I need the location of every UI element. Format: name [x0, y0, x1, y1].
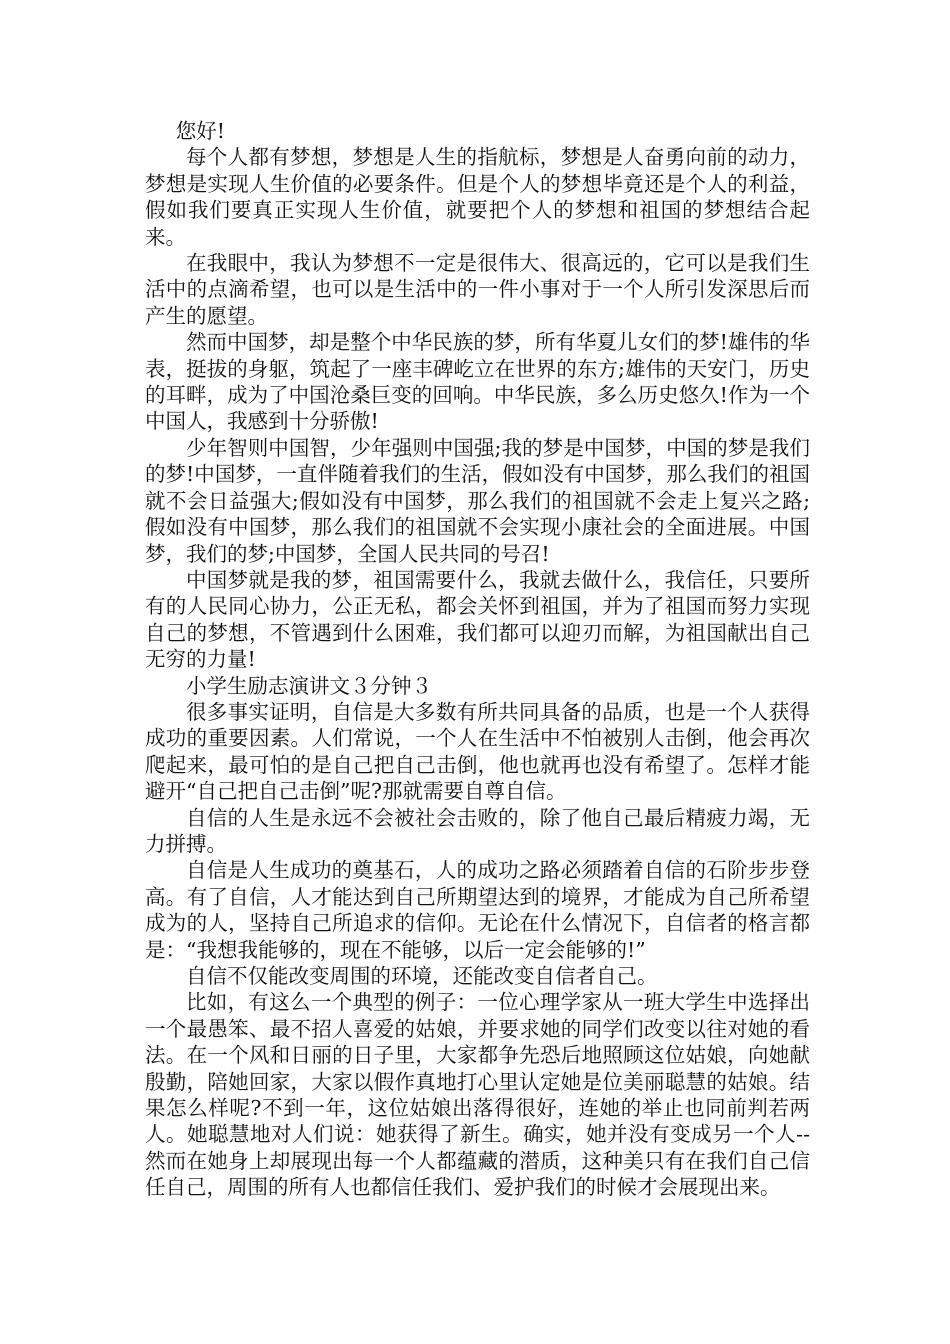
paragraph-example-story: 比如，有这么一个典型的例子：一位心理学家从一班大学生中选择出一个最愚笨、最不招人喜爱的姑娘，并要求她的同学们改变以往对她的看法。在一个风和日丽的日子里，大家都争先恐后地照顾这位姑娘，向她献殷勤，陪她回家，大家以假作真地打心里认定她是位美丽聪慧的姑娘。结果怎么样呢?不到一年，这位姑娘出落得很好，连她的举止也同前判若两人。她聪慧地对人们说：她获得了新生。确实，她并没有变成另一个人--然而在她身上却展现出每一个人都蕴藏的潜质，这种美只有在我们自己信任自己，周围的所有人也都信任我们、爱护我们的时候才会展现出来。	[145, 990, 810, 1200]
paragraph-confidence-life: 自信的人生是永远不会被社会击败的，除了他自己最后精疲力竭，无力拼搏。	[145, 805, 810, 856]
paragraph-china-dream: 然而中国梦，却是整个中华民族的梦，所有华夏儿女们的梦!雄伟的华表，挺拔的身躯，筑起了一座丰碑屹立在世界的东方;雄伟的天安门，历史的耳畔，成为了中国沧桑巨变的回响。中华民族，多么历史悠久!作为一个中国人，我感到十分骄傲!	[145, 330, 810, 434]
paragraph-youth: 少年智则中国智，少年强则中国强;我的梦是中国梦，中国的梦是我们的梦!中国梦，一直伴随着我们的生活，假如没有中国梦，那么我们的祖国就不会日益强大;假如没有中国梦，那么我们的祖国就不会走上复兴之路;假如没有中国梦，那么我们的祖国就不会实现小康社会的全面进展。中国梦，我们的梦;中国梦，全国人民共同的号召!	[145, 435, 810, 566]
paragraph-confidence-change: 自信不仅能改变周围的环境，还能改变自信者自己。	[186, 964, 658, 988]
paragraph-confidence-cornerstone: 自信是人生成功的奠基石，人的成功之路必须踏着自信的石阶步步登高。有了自信，人才能达到自己所期望达到的境界，才能成为自己所希望成为的人，坚持自己所追求的信仰。无论在什么情况下，自信者的格言都是：“我想我能够的，现在不能够，以后一定会能够的!”	[145, 858, 810, 962]
section-title: 小学生励志演讲文３分钟３	[186, 673, 432, 698]
paragraph-dream-intro: 每个人都有梦想，梦想是人生的指航标，梦想是人奋勇向前的动力，梦想是实现人生价值的必要条件。但是个人的梦想毕竟还是个人的利益，假如我们要真正实现人生价值，就要把个人的梦想和祖国的梦想结合起来。	[145, 145, 810, 249]
paragraph-dream-view: 在我眼中，我认为梦想不一定是很伟大、很高远的，它可以是我们生活中的点滴希望，也可以是生活中的一件小事对于一个人所引发深思后而产生的愿望。	[145, 251, 810, 328]
paragraph-my-dream: 中国梦就是我的梦，祖国需要什么，我就去做什么，我信任，只要所有的人民同心协力，公正无私，都会关怀到祖国，并为了祖国而努力实现自己的梦想，不管遇到什么困难，我们都可以迎刃而解，为祖国献出自己无穷的力量!	[145, 567, 810, 672]
document-page	[145, 118, 810, 1201]
paragraph-confidence-intro: 很多事实证明，自信是大多数有所共同具备的品质，也是一个人获得成功的重要因素。人们常说，一个人在生活中不怕被别人击倒，他会再次爬起来，最可怕的是自己把自己击倒，他也就再也没有希望了。怎样才能避开“自己把自己击倒”呢?那就需要自尊自信。	[145, 699, 810, 804]
greeting: 您好!	[175, 119, 225, 143]
